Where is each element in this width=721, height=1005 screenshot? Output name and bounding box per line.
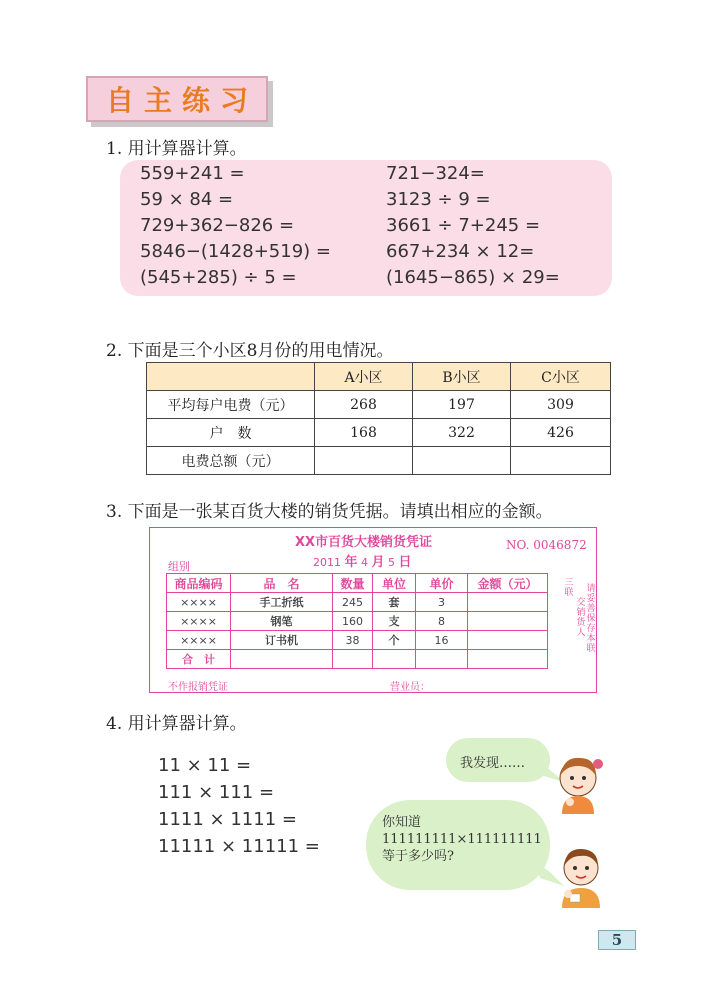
receipt-cell: 8 (416, 612, 468, 631)
table-cell: 426 (511, 419, 611, 447)
receipt-date-day-unit: 日 (398, 555, 412, 570)
receipt-cell: 38 (333, 631, 373, 650)
receipt-header-cell: 商品编码 (167, 574, 231, 593)
calc-right-5: (1645−865) × 29= (386, 267, 560, 288)
table-cell: 322 (413, 419, 511, 447)
calc-right-4: 667+234 × 12= (386, 241, 535, 262)
receipt-side-copy: 三联 (564, 578, 574, 598)
receipt-date-month-unit: 月 (371, 555, 385, 570)
boy-speech-bubble (366, 800, 550, 890)
receipt-header-cell: 金额（元） (468, 574, 548, 593)
receipt-date-month: 4 (361, 556, 369, 569)
girl-speech-bubble (446, 738, 550, 782)
receipt-cell: 160 (333, 612, 373, 631)
receipt-cell: ×××× (167, 593, 231, 612)
receipt-cell: 套 (373, 593, 416, 612)
calc-right-1: 721−324= (386, 163, 485, 184)
receipt-table (166, 573, 548, 669)
receipt-cell: 钢笔 (231, 612, 333, 631)
calc-left-2: 59 × 84 = (140, 189, 234, 210)
section-heading (86, 76, 268, 122)
girl-character-icon (548, 752, 606, 814)
table-cell: 平均每户电费（元） (147, 391, 315, 419)
receipt-cell: 支 (373, 612, 416, 631)
receipt-footer-right: 营业员： (390, 682, 430, 693)
multiplication-line-4: 11111 × 11111 = (158, 836, 320, 857)
multiplication-line-3: 1111 × 1111 = (158, 809, 297, 830)
receipt-total-label: 合 计 (167, 650, 231, 669)
receipt-cell (231, 650, 333, 669)
receipt-header-cell: 数量 (333, 574, 373, 593)
multiplication-line-2: 111 × 111 = (158, 782, 275, 803)
receipt-header-cell: 单价 (416, 574, 468, 593)
calculation-box (120, 160, 612, 296)
table-answer-cell[interactable] (413, 447, 511, 475)
receipt-side-note: 请妥善保存本联 (586, 584, 596, 654)
receipt-date-year: 2011 (313, 556, 341, 569)
table-cell: 197 (413, 391, 511, 419)
receipt-date-year-unit: 年 (344, 555, 358, 570)
receipt-cell: ×××× (167, 631, 231, 650)
table-cell: 268 (315, 391, 413, 419)
receipt-cell: 16 (416, 631, 468, 650)
section-heading-text: 自主练习 (105, 84, 258, 117)
receipt-header-cell: 单位 (373, 574, 416, 593)
calc-right-3: 3661 ÷ 7+245 = (386, 215, 541, 236)
receipt-date-day: 5 (388, 556, 396, 569)
receipt-cell: 手工折纸 (231, 593, 333, 612)
receipt-cell: 订书机 (231, 631, 333, 650)
receipt-header-row (167, 574, 548, 593)
calc-left-4: 5846−(1428+519) = (140, 241, 331, 262)
calc-left-5: (545+285) ÷ 5 = (140, 267, 297, 288)
calc-left-1: 559+241 = (140, 163, 245, 184)
receipt-amount-cell[interactable] (468, 612, 548, 631)
table-answer-cell[interactable] (315, 447, 413, 475)
boy-speech-line-3: 等于多少吗? (382, 849, 454, 864)
receipt-total-row (167, 650, 548, 669)
table-header-cell: B小区 (413, 363, 511, 391)
table-cell: 户 数 (147, 419, 315, 447)
sales-receipt (149, 527, 597, 693)
table-header-cell (147, 363, 315, 391)
table-answer-cell[interactable] (511, 447, 611, 475)
receipt-footer-left: 不作报销凭证 (168, 682, 228, 693)
receipt-side-mid: 交销货人 (576, 598, 586, 638)
receipt-row (167, 612, 548, 631)
question-2-label: 2. 下面是三个小区8月份的用电情况。 (106, 341, 394, 361)
receipt-cell: 个 (373, 631, 416, 650)
boy-speech-line-2: 111111111×111111111 (382, 832, 542, 847)
boy-character-icon (556, 844, 606, 908)
girl-speech-text: 我发现…… (460, 756, 526, 771)
multiplication-line-1: 11 × 11 = (158, 755, 252, 776)
receipt-cell (416, 650, 468, 669)
page-number: 5 (598, 930, 636, 950)
receipt-cell (373, 650, 416, 669)
question-1-label: 1. 用计算器计算。 (106, 139, 247, 159)
question-3-label: 3. 下面是一张某百货大楼的销货凭据。请填出相应的金额。 (106, 502, 553, 522)
receipt-row (167, 631, 548, 650)
boy-speech-line-1: 你知道 (382, 815, 422, 830)
receipt-date (313, 551, 412, 570)
table-header-cell: C小区 (511, 363, 611, 391)
table-cell: 309 (511, 391, 611, 419)
table-row (147, 419, 611, 447)
receipt-header-cell: 品 名 (231, 574, 333, 593)
receipt-cell: 245 (333, 593, 373, 612)
table-cell: 电费总额（元） (147, 447, 315, 475)
receipt-amount-cell[interactable] (468, 631, 548, 650)
receipt-cell: ×××× (167, 612, 231, 631)
electricity-table (146, 362, 611, 475)
table-row (147, 391, 611, 419)
receipt-title: XX市百货大楼销货凭证 (295, 535, 433, 550)
receipt-group: 组别 (168, 560, 190, 573)
receipt-amount-cell[interactable] (468, 593, 548, 612)
table-header-row (147, 363, 611, 391)
calc-right-2: 3123 ÷ 9 = (386, 189, 491, 210)
table-cell: 168 (315, 419, 413, 447)
calc-left-3: 729+362−826 = (140, 215, 295, 236)
receipt-row (167, 593, 548, 612)
table-header-cell: A小区 (315, 363, 413, 391)
receipt-cell (333, 650, 373, 669)
receipt-number: NO. 0046872 (506, 538, 587, 552)
table-row (147, 447, 611, 475)
receipt-total-amount-cell[interactable] (468, 650, 548, 669)
question-4-label: 4. 用计算器计算。 (106, 714, 247, 734)
receipt-cell: 3 (416, 593, 468, 612)
